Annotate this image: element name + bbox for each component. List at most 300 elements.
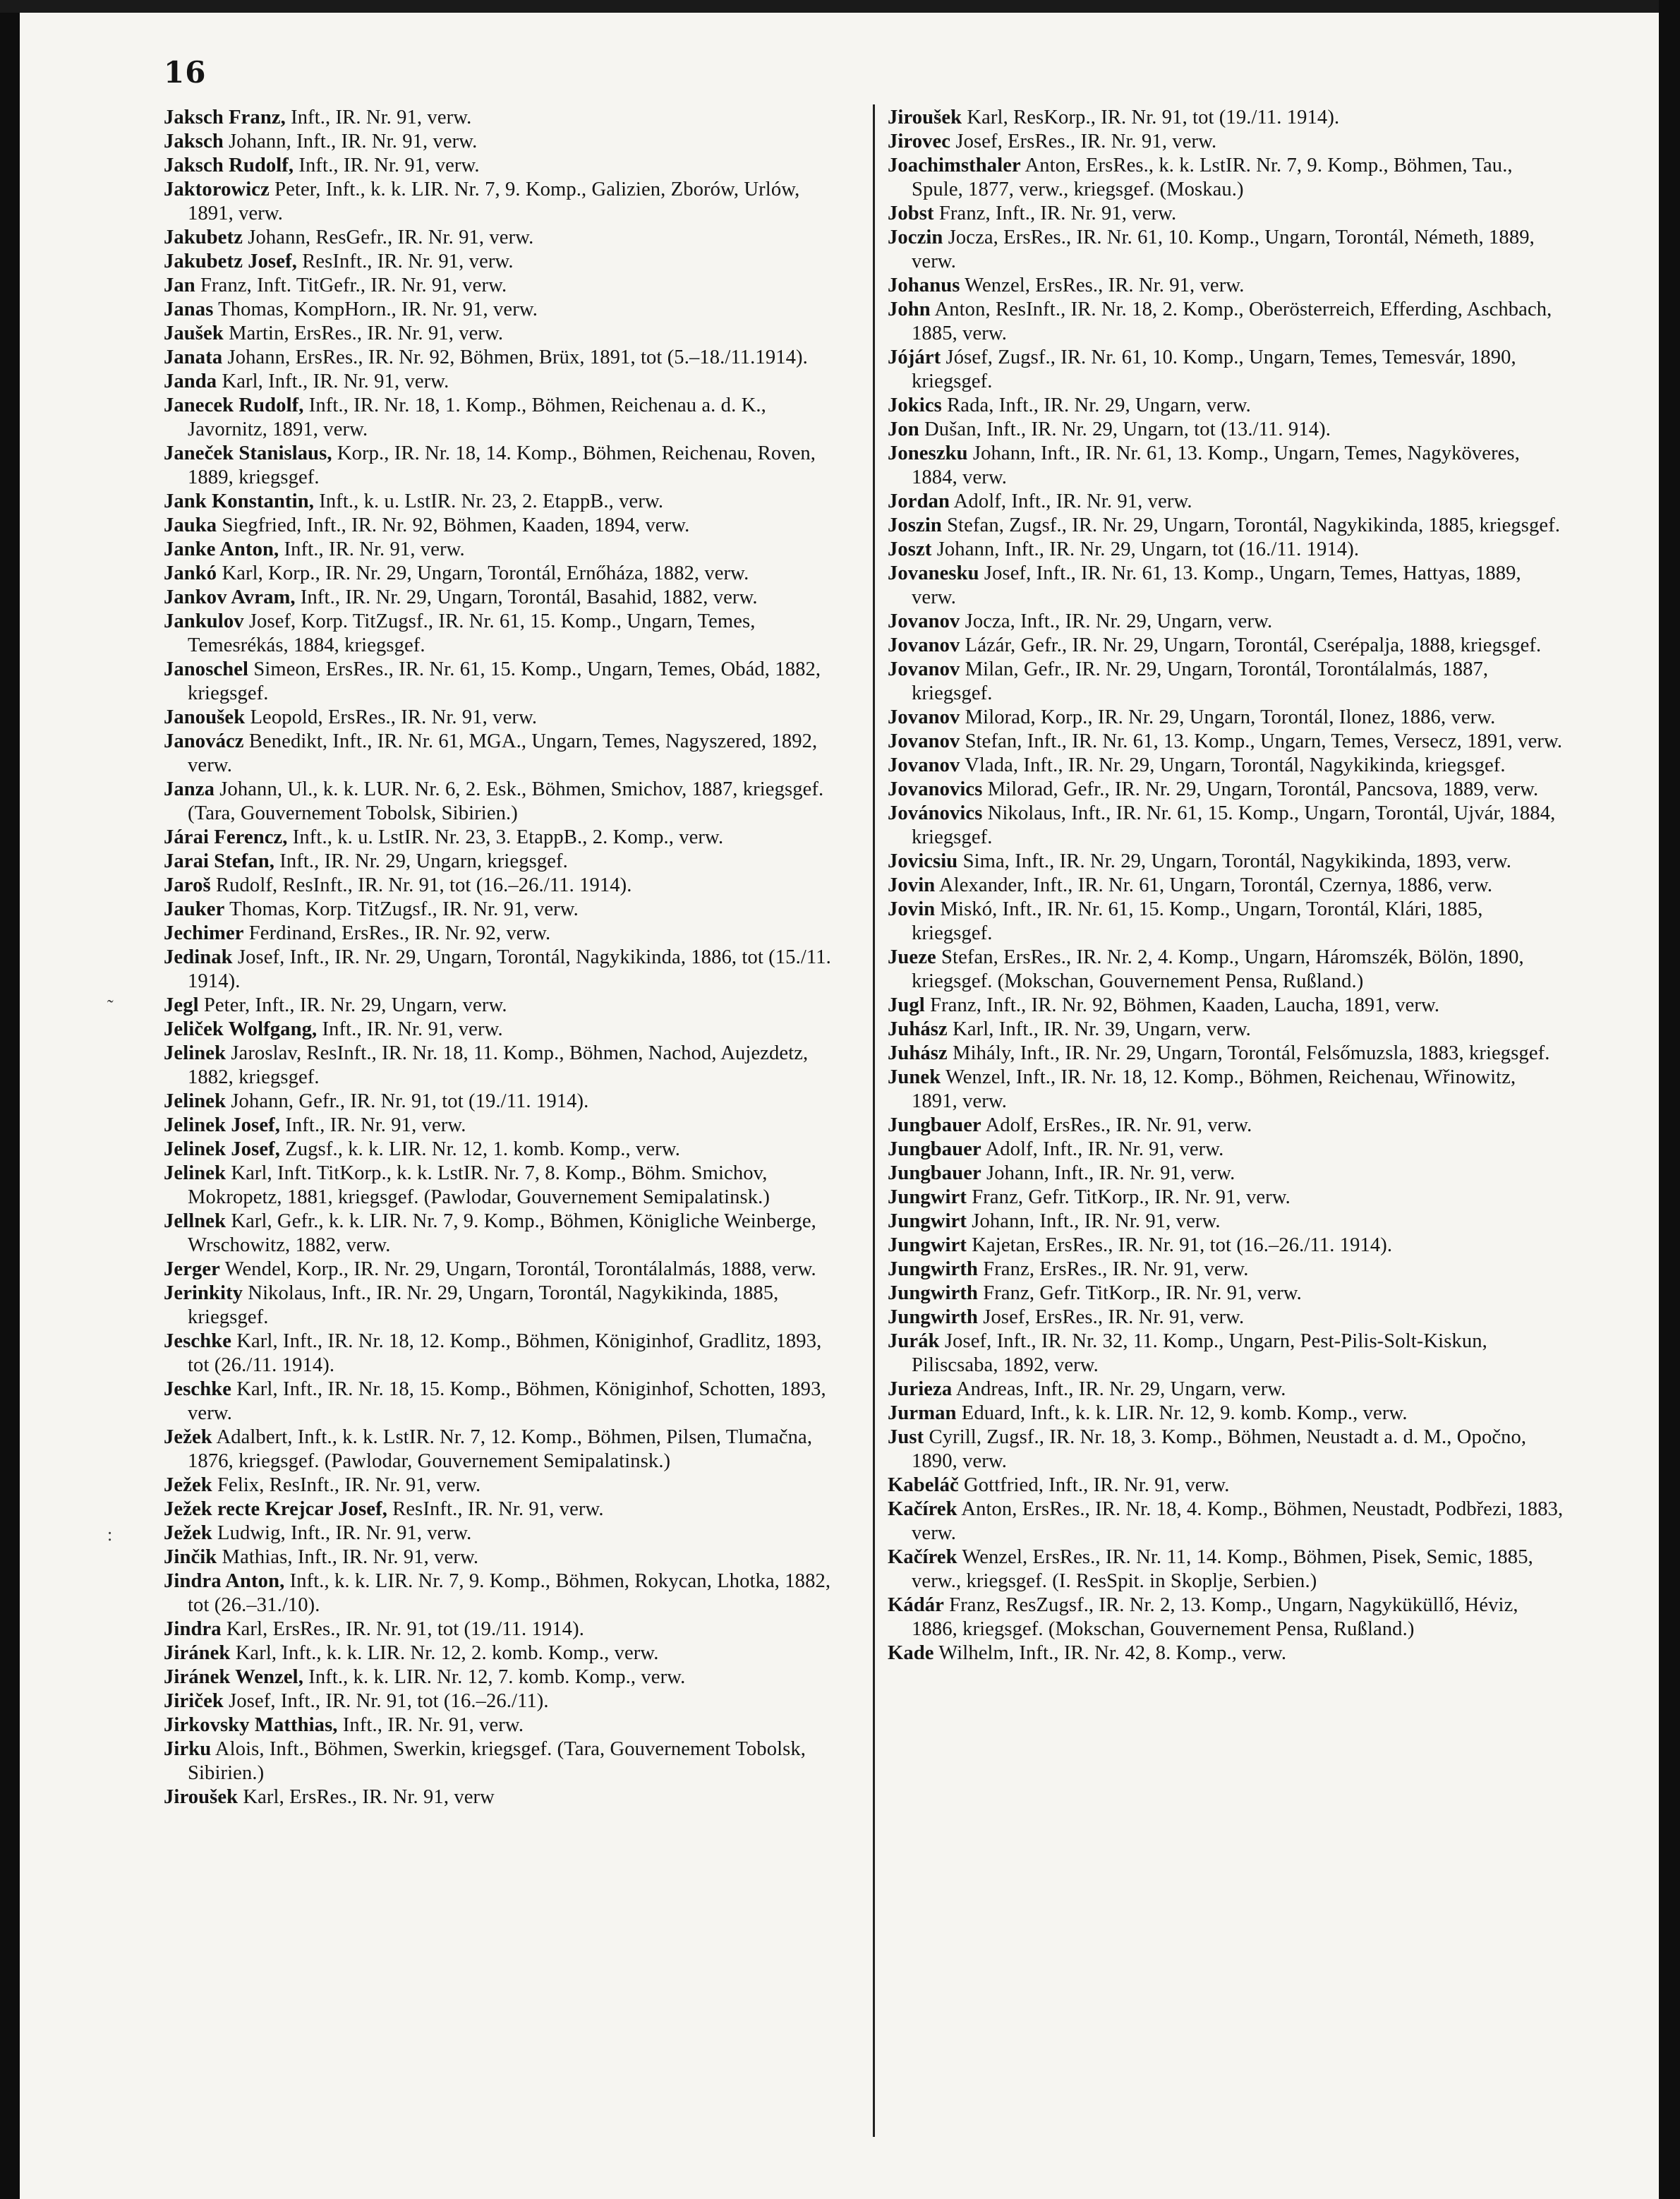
entry-details: Josef, ErsRes., IR. Nr. 91, verw. bbox=[983, 1306, 1245, 1328]
entry-details: Johann, Inft., IR. Nr. 91, verw. bbox=[986, 1162, 1235, 1184]
right-column bbox=[888, 106, 1565, 1665]
entry-name: Jójárt bbox=[888, 347, 941, 368]
entry-details: Franz, ResZugsf., IR. Nr. 2, 13. Komp., Ungarn, Nagyküküllő, Héviz, 1886, kriegsgef. (Mokschan, Gouvernement Pensa, Rußland.) bbox=[912, 1594, 1518, 1640]
entry-details: Inft., IR. Nr. 91, verw. bbox=[284, 538, 465, 560]
list-item bbox=[888, 1330, 1565, 1378]
entry-name: Jedinak bbox=[164, 946, 233, 968]
entry-details: Sima, Inft., IR. Nr. 29, Ungarn, Torontál, Nagykikinda, 1893, verw. bbox=[962, 850, 1511, 872]
entry-name: Jiroušek bbox=[164, 1786, 238, 1808]
entry-name: Janovácz bbox=[164, 730, 244, 752]
list-item bbox=[164, 1258, 841, 1282]
entry-details: Inft., k. k. LIR. Nr. 7, 9. Komp., Böhmen, Rokycan, Lhotka, 1882, tot (26.–31./10). bbox=[188, 1570, 831, 1616]
list-item bbox=[888, 1234, 1565, 1258]
entry-details: Felix, ResInft., IR. Nr. 91, verw. bbox=[217, 1474, 481, 1496]
entry-name: Jinčik bbox=[164, 1546, 217, 1568]
list-item bbox=[164, 1162, 841, 1210]
entry-name: Jovanovics bbox=[888, 778, 983, 800]
list-item bbox=[164, 226, 841, 250]
entry-details: Inft., IR. Nr. 91, verw. bbox=[285, 1114, 466, 1136]
entry-name: Jovánovics bbox=[888, 802, 983, 824]
scan-top-edge bbox=[0, 0, 1680, 13]
entry-name: Jovin bbox=[888, 898, 936, 920]
entry-details: Simeon, ErsRes., IR. Nr. 61, 15. Komp., Ungarn, Temes, Obád, 1882, kriegsgef. bbox=[188, 658, 821, 704]
entry-name: Janata bbox=[164, 347, 223, 368]
list-item bbox=[888, 1474, 1565, 1498]
entry-details: Stefan, Inft., IR. Nr. 61, 13. Komp., Ungarn, Temes, Versecz, 1891, verw. bbox=[965, 730, 1563, 752]
entry-details: Josef, Korp. TitZugsf., IR. Nr. 61, 15. Komp., Ungarn, Temes, Temesrékás, 1884, kriegsgef. bbox=[188, 610, 756, 656]
entry-name: Kádár bbox=[888, 1594, 944, 1616]
list-item bbox=[888, 538, 1565, 562]
entry-details: Johann, Inft., IR. Nr. 29, Ungarn, tot (16./11. 1914). bbox=[936, 538, 1360, 560]
entry-details: Jocza, Inft., IR. Nr. 29, Ungarn, verw. bbox=[965, 610, 1273, 632]
list-item bbox=[164, 1665, 841, 1689]
entry-name: Juhász bbox=[888, 1042, 948, 1064]
entry-name: Ježek bbox=[164, 1522, 212, 1544]
entry-name: Joachimsthaler bbox=[888, 155, 1021, 176]
list-item bbox=[888, 442, 1565, 490]
list-item bbox=[164, 178, 841, 226]
entry-name: Ježek bbox=[164, 1426, 212, 1448]
list-item bbox=[164, 1210, 841, 1258]
list-item bbox=[888, 514, 1565, 538]
list-item bbox=[888, 850, 1565, 874]
list-item bbox=[164, 322, 841, 346]
entry-name: Jauker bbox=[164, 898, 225, 920]
entry-details: Josef, Inft., IR. Nr. 29, Ungarn, Torontál, Nagykikinda, 1886, tot (15./11. 1914). bbox=[188, 946, 831, 992]
entry-name: Jobst bbox=[888, 203, 934, 224]
entry-details: Inft., IR. Nr. 29, Ungarn, kriegsgef. bbox=[279, 850, 568, 872]
list-item bbox=[164, 994, 841, 1018]
entry-details: Jocza, ErsRes., IR. Nr. 61, 10. Komp., Ungarn, Torontál, Németh, 1889, verw. bbox=[912, 227, 1535, 272]
list-item bbox=[888, 1426, 1565, 1474]
list-item bbox=[164, 442, 841, 490]
list-item bbox=[888, 706, 1565, 730]
list-item bbox=[164, 250, 841, 274]
entry-name: Jellnek bbox=[164, 1210, 226, 1232]
entry-details: Eduard, Inft., k. k. LIR. Nr. 12, 9. komb. Komp., verw. bbox=[961, 1402, 1408, 1424]
list-item bbox=[164, 946, 841, 994]
entry-details: Johann, Inft., IR. Nr. 61, 13. Komp., Ungarn, Temes, Nagyköveres, 1884, verw. bbox=[912, 442, 1520, 488]
entry-details: Karl, ErsRes., IR. Nr. 91, tot (19./11. 1914). bbox=[226, 1618, 584, 1640]
list-item bbox=[164, 1282, 841, 1330]
entry-details: Wilhelm, Inft., IR. Nr. 42, 8. Komp., verw. bbox=[938, 1642, 1287, 1664]
entry-name: Jan bbox=[164, 275, 195, 296]
entry-name: Joszin bbox=[888, 514, 942, 536]
entry-details: Anton, ErsRes., IR. Nr. 18, 4. Komp., Böhmen, Neustadt, Podbřezi, 1883, verw. bbox=[912, 1498, 1564, 1544]
entry-details: Karl, Inft. TitKorp., k. k. LstIR. Nr. 7, 8. Komp., Böhm. Smichov, Mokropetz, 1881, kriegsgef. (Pawlodar, Gouvernement Semipalatinsk.) bbox=[188, 1162, 770, 1208]
entry-details: Johann, Gefr., IR. Nr. 91, tot (19./11. 1914). bbox=[231, 1090, 589, 1112]
entry-name: Kačírek bbox=[888, 1498, 957, 1520]
entry-details: Adalbert, Inft., k. k. LstIR. Nr. 7, 12. Komp., Böhmen, Pilsen, Tlumačna, 1876, kriegsgef. (Pawlodar, Gouvernement Semipalatinsk.) bbox=[188, 1426, 813, 1472]
entry-name: Jechimer bbox=[164, 922, 244, 944]
entry-name: Jakubetz Josef, bbox=[164, 251, 297, 272]
list-item bbox=[888, 154, 1565, 202]
list-item bbox=[888, 130, 1565, 154]
entry-details: Jaroslav, ResInft., IR. Nr. 18, 11. Komp., Böhmen, Nachod, Aujezdetz, 1882, kriegsgef. bbox=[188, 1042, 809, 1088]
list-item bbox=[164, 1498, 841, 1522]
entry-name: Jovanov bbox=[888, 634, 960, 656]
margin-mark: ˜ bbox=[107, 996, 114, 1017]
entry-name: Jirku bbox=[164, 1738, 212, 1760]
entry-details: Gottfried, Inft., IR. Nr. 91, verw. bbox=[964, 1474, 1230, 1496]
list-item bbox=[888, 226, 1565, 274]
entry-name: Jaksch bbox=[164, 131, 224, 152]
entry-details: Franz, Inft. TitGefr., IR. Nr. 91, verw. bbox=[200, 275, 507, 296]
list-item bbox=[888, 1378, 1565, 1402]
entry-name: Jiroušek bbox=[888, 107, 962, 128]
list-item bbox=[888, 1114, 1565, 1138]
list-item bbox=[164, 298, 841, 322]
entry-details: Franz, ErsRes., IR. Nr. 91, verw. bbox=[983, 1258, 1249, 1280]
entry-name: Jungwirt bbox=[888, 1186, 967, 1208]
entry-details: Franz, Inft., IR. Nr. 91, verw. bbox=[938, 203, 1177, 224]
list-item bbox=[164, 1018, 841, 1042]
list-item bbox=[888, 490, 1565, 514]
list-item bbox=[164, 922, 841, 946]
entry-name: Jeschke bbox=[164, 1378, 232, 1400]
entry-name: Jank Konstantin, bbox=[164, 490, 314, 512]
entry-name: Joneszku bbox=[888, 442, 968, 464]
entry-name: Jovicsiu bbox=[888, 850, 958, 872]
list-item bbox=[164, 730, 841, 778]
entry-details: Johann, Ul., k. k. LUR. Nr. 6, 2. Esk., Böhmen, Smichov, 1887, kriegsgef. (Tara, Gouvernement Tobolsk, Sibirien.) bbox=[188, 778, 824, 824]
list-item bbox=[164, 490, 841, 514]
list-item bbox=[164, 1737, 841, 1785]
entry-details: Karl, Inft., IR. Nr. 18, 15. Komp., Böhmen, Königinhof, Schotten, 1893, verw. bbox=[188, 1378, 826, 1424]
list-item bbox=[164, 1785, 841, 1809]
entry-name: Jovanov bbox=[888, 706, 960, 728]
list-item bbox=[164, 394, 841, 442]
entry-details: Josef, ErsRes., IR. Nr. 91, verw. bbox=[955, 131, 1217, 152]
entry-details: Milan, Gefr., IR. Nr. 29, Ungarn, Torontál, Torontálalmás, 1887, kriegsgef. bbox=[912, 658, 1489, 704]
entry-details: Wenzel, Inft., IR. Nr. 18, 12. Komp., Böhmen, Reichenau, Wřinowitz, 1891, verw. bbox=[912, 1066, 1516, 1112]
list-item bbox=[888, 1066, 1565, 1114]
entry-name: Jiriček bbox=[164, 1690, 224, 1712]
entry-details: Lázár, Gefr., IR. Nr. 29, Ungarn, Torontál, Cserépalja, 1888, kriegsgef. bbox=[965, 634, 1542, 656]
entry-details: Anton, ResInft., IR. Nr. 18, 2. Komp., Oberösterreich, Efferding, Aschbach, 1885, verw. bbox=[912, 299, 1552, 344]
entry-details: Miskó, Inft., IR. Nr. 61, 15. Komp., Ungarn, Torontál, Klári, 1885, kriegsgef. bbox=[912, 898, 1483, 944]
list-item bbox=[164, 1522, 841, 1546]
entry-details: Thomas, Korp. TitZugsf., IR. Nr. 91, verw. bbox=[229, 898, 579, 920]
list-item bbox=[888, 1210, 1565, 1234]
entry-details: Franz, Gefr. TitKorp., IR. Nr. 91, verw. bbox=[983, 1282, 1302, 1304]
list-item bbox=[164, 706, 841, 730]
entry-name: Jaktorowicz bbox=[164, 179, 270, 200]
entry-name: Janeček Stanislaus, bbox=[164, 442, 332, 464]
list-item bbox=[164, 1689, 841, 1713]
entry-name: Jokics bbox=[888, 394, 942, 416]
list-item bbox=[164, 346, 841, 370]
entry-name: Jankov Avram, bbox=[164, 586, 296, 608]
list-item bbox=[164, 874, 841, 898]
entry-details: Alexander, Inft., IR. Nr. 61, Ungarn, Torontál, Czernya, 1886, verw. bbox=[938, 874, 1493, 896]
entry-name: Ježek recte Krejcar Josef, bbox=[164, 1498, 387, 1520]
column-divider bbox=[873, 104, 875, 2137]
entry-details: Milorad, Korp., IR. Nr. 29, Ungarn, Torontál, Ilonez, 1886, verw. bbox=[965, 706, 1496, 728]
entry-name: Jon bbox=[888, 418, 919, 440]
list-item bbox=[164, 1042, 841, 1090]
entry-name: Jungwirt bbox=[888, 1234, 967, 1256]
entry-name: Junek bbox=[888, 1066, 941, 1088]
entry-name: Jungbauer bbox=[888, 1114, 981, 1136]
list-item bbox=[164, 370, 841, 394]
list-item bbox=[164, 1330, 841, 1378]
list-item bbox=[164, 538, 841, 562]
entry-details: Karl, Inft., IR. Nr. 18, 12. Komp., Böhmen, Königinhof, Gradlitz, 1893, tot (26./11. 1914). bbox=[188, 1330, 822, 1376]
list-item bbox=[888, 1018, 1565, 1042]
list-item bbox=[164, 658, 841, 706]
entry-details: Milorad, Gefr., IR. Nr. 29, Ungarn, Torontál, Pancsova, 1889, verw. bbox=[987, 778, 1539, 800]
entry-details: Inft., k. u. LstIR. Nr. 23, 3. EtappB., 2. Komp., verw. bbox=[292, 826, 724, 848]
list-item bbox=[888, 802, 1565, 850]
list-item bbox=[164, 130, 841, 154]
entry-name: Johanus bbox=[888, 275, 960, 296]
entry-name: Jerinkity bbox=[164, 1282, 243, 1304]
entry-name: Jakubetz bbox=[164, 227, 243, 248]
entry-details: Cyrill, Zugsf., IR. Nr. 18, 3. Komp., Böhmen, Neustadt a. d. M., Opočno, 1890, verw. bbox=[912, 1426, 1527, 1472]
entry-name: Joszt bbox=[888, 538, 932, 560]
list-item bbox=[888, 1282, 1565, 1306]
list-item bbox=[164, 1090, 841, 1114]
list-item bbox=[164, 106, 841, 130]
list-item bbox=[888, 1593, 1565, 1641]
entry-details: Wenzel, ErsRes., IR. Nr. 11, 14. Komp., Böhmen, Pisek, Semic, 1885, verw., kriegsgef. (I. ResSpit. in Skoplje, Serbien.) bbox=[912, 1546, 1533, 1592]
list-item bbox=[164, 154, 841, 178]
entry-details: Benedikt, Inft., IR. Nr. 61, MGA., Ungarn, Temes, Nagyszered, 1892, verw. bbox=[188, 730, 818, 776]
entry-details: Peter, Inft., k. k. LIR. Nr. 7, 9. Komp., Galizien, Zborów, Urlów, 1891, verw. bbox=[188, 179, 800, 224]
entry-details: Inft., IR. Nr. 91, verw. bbox=[298, 155, 480, 176]
entry-name: Jaroš bbox=[164, 874, 211, 896]
entry-name: Jeschke bbox=[164, 1330, 232, 1352]
entry-details: Karl, Korp., IR. Nr. 29, Ungarn, Torontál, Ernőháza, 1882, verw. bbox=[222, 562, 749, 584]
list-item bbox=[888, 1498, 1565, 1546]
entry-name: Jelinek bbox=[164, 1090, 226, 1112]
entry-details: Johann, Inft., IR. Nr. 91, verw. bbox=[972, 1210, 1221, 1232]
entry-details: Josef, Inft., IR. Nr. 61, 13. Komp., Ungarn, Temes, Hattyas, 1889, verw. bbox=[912, 562, 1521, 608]
entry-name: Janda bbox=[164, 370, 217, 392]
list-item bbox=[164, 898, 841, 922]
page-number: 16 bbox=[164, 55, 207, 90]
list-item bbox=[888, 394, 1565, 418]
entry-details: Thomas, KompHorn., IR. Nr. 91, verw. bbox=[218, 299, 538, 320]
entry-name: Jugl bbox=[888, 994, 925, 1016]
entry-details: Zugsf., k. k. LIR. Nr. 12, 1. komb. Komp., verw. bbox=[285, 1138, 680, 1160]
list-item bbox=[888, 1306, 1565, 1330]
entry-name: Joczin bbox=[888, 227, 943, 248]
list-item bbox=[888, 106, 1565, 130]
entry-name: Jurieza bbox=[888, 1378, 953, 1400]
entry-details: Karl, ResKorp., IR. Nr. 91, tot (19./11. 1914). bbox=[967, 107, 1340, 128]
entry-details: Rudolf, ResInft., IR. Nr. 91, tot (16.–26./11. 1914). bbox=[215, 874, 632, 896]
entry-name: Jungwirth bbox=[888, 1306, 979, 1328]
entry-name: Jelinek Josef, bbox=[164, 1138, 281, 1160]
entry-name: Jovanesku bbox=[888, 562, 979, 584]
entry-name: Jaušek bbox=[164, 323, 224, 344]
list-item bbox=[888, 298, 1565, 346]
entry-details: Stefan, Zugsf., IR. Nr. 29, Ungarn, Torontál, Nagykikinda, 1885, kriegsgef. bbox=[947, 514, 1561, 536]
entry-details: Johann, Inft., IR. Nr. 91, verw. bbox=[229, 131, 478, 152]
entry-name: Jegl bbox=[164, 994, 199, 1016]
entry-details: ResInft., IR. Nr. 91, verw. bbox=[392, 1498, 604, 1520]
entry-details: Nikolaus, Inft., IR. Nr. 61, 15. Komp., Ungarn, Torontál, Ujvár, 1884, kriegsgef. bbox=[912, 802, 1556, 848]
list-item bbox=[888, 778, 1565, 802]
entry-name: Jindra bbox=[164, 1618, 222, 1640]
entry-name: Jovanov bbox=[888, 658, 960, 680]
list-item bbox=[888, 634, 1565, 658]
entry-name: Jiránek bbox=[164, 1642, 231, 1664]
entry-details: Franz, Gefr. TitKorp., IR. Nr. 91, verw. bbox=[972, 1186, 1291, 1208]
margin-mark: : bbox=[107, 1524, 113, 1545]
entry-name: Jovanov bbox=[888, 610, 960, 632]
entry-name: Jovanov bbox=[888, 730, 960, 752]
entry-details: Karl, Inft., k. k. LIR. Nr. 12, 2. komb. Komp., verw. bbox=[235, 1642, 659, 1664]
entry-details: Stefan, ErsRes., IR. Nr. 2, 4. Komp., Ungarn, Háromszék, Bölön, 1890, kriegsgef. (Mokschan, Gouvernement Pensa, Rußland.) bbox=[912, 946, 1524, 992]
entry-details: Korp., IR. Nr. 18, 14. Komp., Böhmen, Reichenau, Roven, 1889, kriegsgef. bbox=[188, 442, 816, 488]
entry-details: Rada, Inft., IR. Nr. 29, Ungarn, verw. bbox=[947, 394, 1251, 416]
entry-details: Franz, Inft., IR. Nr. 92, Böhmen, Kaaden, Laucha, 1891, verw. bbox=[930, 994, 1440, 1016]
entry-name: Jueze bbox=[888, 946, 936, 968]
entry-details: Inft., IR. Nr. 91, verw. bbox=[342, 1714, 524, 1736]
entry-details: Josef, Inft., IR. Nr. 32, 11. Komp., Ungarn, Pest-Pilis-Solt-Kiskun, Piliscsaba, 1892, verw. bbox=[912, 1330, 1487, 1376]
list-item bbox=[888, 994, 1565, 1018]
entry-details: Inft., k. k. LIR. Nr. 12, 7. komb. Komp., verw. bbox=[308, 1666, 686, 1688]
entry-name: Jovanov bbox=[888, 754, 960, 776]
entry-details: Karl, Inft., IR. Nr. 91, verw. bbox=[222, 370, 449, 392]
entry-details: Jósef, Zugsf., IR. Nr. 61, 10. Komp., Ungarn, Temes, Temesvár, 1890, kriegsgef. bbox=[912, 347, 1516, 392]
entry-details: Alois, Inft., Böhmen, Swerkin, kriegsgef. (Tara, Gouvernement Tobolsk, Sibirien.) bbox=[188, 1738, 806, 1784]
list-item bbox=[888, 1138, 1565, 1162]
entry-details: Wenzel, ErsRes., IR. Nr. 91, verw. bbox=[965, 275, 1245, 296]
list-item bbox=[164, 778, 841, 826]
entry-name: Janke Anton, bbox=[164, 538, 279, 560]
entry-details: Josef, Inft., IR. Nr. 91, tot (16.–26./11). bbox=[229, 1690, 549, 1712]
list-item bbox=[888, 418, 1565, 442]
list-item bbox=[888, 1258, 1565, 1282]
list-item bbox=[164, 850, 841, 874]
list-item bbox=[164, 1641, 841, 1665]
list-item bbox=[164, 1426, 841, 1474]
entry-details: Adolf, Inft., IR. Nr. 91, verw. bbox=[953, 490, 1192, 512]
entry-name: Jungwirt bbox=[888, 1210, 967, 1232]
list-item bbox=[164, 1713, 841, 1737]
list-item bbox=[888, 562, 1565, 610]
entry-name: Jungwirth bbox=[888, 1258, 979, 1280]
entry-name: Juhász bbox=[888, 1018, 948, 1040]
list-item bbox=[164, 1617, 841, 1641]
entry-name: Jurman bbox=[888, 1402, 957, 1424]
list-item bbox=[164, 514, 841, 538]
list-item bbox=[164, 586, 841, 610]
entry-details: Inft., IR. Nr. 91, verw. bbox=[291, 107, 472, 128]
entry-details: Karl, Inft., IR. Nr. 39, Ungarn, verw. bbox=[953, 1018, 1251, 1040]
entry-name: Jerger bbox=[164, 1258, 220, 1280]
entry-name: Jovin bbox=[888, 874, 936, 896]
entry-name: Janoušek bbox=[164, 706, 246, 728]
entry-details: Karl, Gefr., k. k. LIR. Nr. 7, 9. Komp., Böhmen, Königliche Weinberge, Wrschowitz, 1882, verw. bbox=[188, 1210, 816, 1256]
entry-name: Jaksch Franz, bbox=[164, 107, 286, 128]
entry-name: Jirkovsky Matthias, bbox=[164, 1714, 338, 1736]
entry-name: Jiránek Wenzel, bbox=[164, 1666, 303, 1688]
entry-details: Dušan, Inft., IR. Nr. 29, Ungarn, tot (13./11. 914). bbox=[924, 418, 1331, 440]
entry-name: Jungbauer bbox=[888, 1138, 981, 1160]
entry-details: Johann, ResGefr., IR. Nr. 91, verw. bbox=[248, 227, 534, 248]
list-item bbox=[888, 610, 1565, 634]
entry-name: Jankulov bbox=[164, 610, 244, 632]
list-item bbox=[164, 1138, 841, 1162]
entry-name: Kade bbox=[888, 1642, 934, 1664]
entry-details: Mathias, Inft., IR. Nr. 91, verw. bbox=[222, 1546, 479, 1568]
entry-name: Jauka bbox=[164, 514, 217, 536]
entry-details: Inft., k. u. LstIR. Nr. 23, 2. EtappB., verw. bbox=[319, 490, 664, 512]
entry-details: Nikolaus, Inft., IR. Nr. 29, Ungarn, Torontál, Nagykikinda, 1885, kriegsgef. bbox=[188, 1282, 779, 1328]
entry-name: Jeliček Wolfgang, bbox=[164, 1018, 318, 1040]
entry-name: Jindra Anton, bbox=[164, 1570, 285, 1592]
entry-details: Adolf, ErsRes., IR. Nr. 91, verw. bbox=[985, 1114, 1252, 1136]
list-item bbox=[164, 610, 841, 658]
entry-details: Ferdinand, ErsRes., IR. Nr. 92, verw. bbox=[248, 922, 551, 944]
entry-name: Janas bbox=[164, 299, 214, 320]
entry-details: Johann, ErsRes., IR. Nr. 92, Böhmen, Brüx, 1891, tot (5.–18./11.1914). bbox=[227, 347, 808, 368]
entry-name: John bbox=[888, 299, 931, 320]
list-item bbox=[888, 202, 1565, 226]
entry-details: Mihály, Inft., IR. Nr. 29, Ungarn, Torontál, Felsőmuzsla, 1883, kriegsgef. bbox=[953, 1042, 1550, 1064]
entry-details: ResInft., IR. Nr. 91, verw. bbox=[302, 251, 514, 272]
list-item bbox=[888, 346, 1565, 394]
entry-details: Anton, ErsRes., k. k. LstIR. Nr. 7, 9. Komp., Böhmen, Tau., Spule, 1877, verw., kriegsgef. (Moskau.) bbox=[912, 155, 1513, 200]
list-item bbox=[888, 730, 1565, 754]
entry-details: Martin, ErsRes., IR. Nr. 91, verw. bbox=[229, 323, 504, 344]
entry-name: Jelinek Josef, bbox=[164, 1114, 281, 1136]
list-item bbox=[888, 1546, 1565, 1593]
entry-name: Jankó bbox=[164, 562, 217, 584]
entry-name: Janecek Rudolf, bbox=[164, 394, 304, 416]
list-item bbox=[888, 754, 1565, 778]
entry-name: Janza bbox=[164, 778, 214, 800]
entry-details: Wendel, Korp., IR. Nr. 29, Ungarn, Torontál, Torontálalmás, 1888, verw. bbox=[224, 1258, 816, 1280]
list-item bbox=[164, 1570, 841, 1617]
entry-name: Just bbox=[888, 1426, 924, 1448]
list-item bbox=[888, 658, 1565, 706]
entry-details: Leopold, ErsRes., IR. Nr. 91, verw. bbox=[250, 706, 538, 728]
list-item bbox=[888, 274, 1565, 298]
entry-details: Inft., IR. Nr. 29, Ungarn, Torontál, Basahid, 1882, verw. bbox=[300, 586, 758, 608]
list-item bbox=[888, 1162, 1565, 1186]
entry-details: Ludwig, Inft., IR. Nr. 91, verw. bbox=[217, 1522, 472, 1544]
entry-name: Jordan bbox=[888, 490, 950, 512]
entry-name: Jelinek bbox=[164, 1042, 226, 1064]
list-item bbox=[164, 1378, 841, 1426]
list-item bbox=[164, 1546, 841, 1570]
list-item bbox=[164, 274, 841, 298]
list-item bbox=[888, 874, 1565, 898]
entry-details: Inft., IR. Nr. 91, verw. bbox=[322, 1018, 503, 1040]
entry-details: Adolf, Inft., IR. Nr. 91, verw. bbox=[985, 1138, 1224, 1160]
entry-details: Andreas, Inft., IR. Nr. 29, Ungarn, verw. bbox=[955, 1378, 1286, 1400]
entry-name: Jelinek bbox=[164, 1162, 226, 1184]
entry-name: Jarai Stefan, bbox=[164, 850, 274, 872]
list-item bbox=[888, 946, 1565, 994]
entry-name: Jirovec bbox=[888, 131, 951, 152]
entry-name: Jurák bbox=[888, 1330, 940, 1352]
entry-details: Inft., IR. Nr. 18, 1. Komp., Böhmen, Reichenau a. d. K., Javornitz, 1891, verw. bbox=[188, 394, 766, 440]
entry-details: Peter, Inft., IR. Nr. 29, Ungarn, verw. bbox=[203, 994, 507, 1016]
entry-name: Jungbauer bbox=[888, 1162, 981, 1184]
entry-name: Ježek bbox=[164, 1474, 212, 1496]
entry-details: Siegfried, Inft., IR. Nr. 92, Böhmen, Kaaden, 1894, verw. bbox=[222, 514, 690, 536]
list-item bbox=[164, 1114, 841, 1138]
entry-details: Vlada, Inft., IR. Nr. 29, Ungarn, Torontál, Nagykikinda, kriegsgef. bbox=[965, 754, 1506, 776]
list-item bbox=[888, 1402, 1565, 1426]
